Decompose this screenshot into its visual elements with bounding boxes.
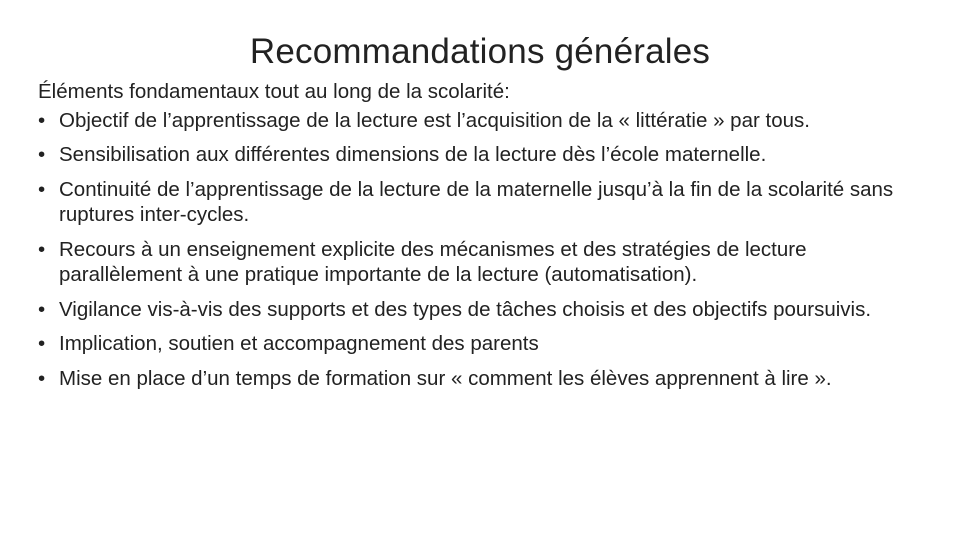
bullet-icon: •: [38, 366, 46, 390]
bullet-icon: •: [38, 143, 46, 166]
bullet-text: Implication, soutien et accompagnement des parents: [59, 332, 539, 355]
list-item: [38, 331, 928, 357]
slide-title: Recommandations générales: [249, 32, 711, 71]
bullet-icon: •: [38, 297, 46, 321]
bullet-icon: •: [38, 332, 46, 355]
list-item: [38, 108, 928, 134]
bullet-icon: •: [38, 237, 46, 261]
bullet-icon: •: [38, 108, 46, 132]
bullet-list: [38, 108, 928, 392]
intro-text: Éléments fondamentaux tout au long de la scolarité:: [38, 80, 510, 103]
list-item: [38, 177, 928, 228]
slide-body: [38, 79, 928, 400]
list-item: [38, 142, 928, 168]
bullet-text: Recours à un enseignement explicite des mécanismes et des stratégies de lecture parallèlement à une pratique importante de la lecture (automatisation).: [59, 237, 807, 286]
bullet-text: Vigilance vis-à-vis des supports et des types de tâches choisis et des objectifs poursuivis.: [59, 297, 872, 321]
bullet-text: Mise en place d’un temps de formation sur « comment les élèves apprennent à lire ».: [59, 366, 832, 390]
bullet-text: Sensibilisation aux différentes dimensions de la lecture dès l’école maternelle.: [59, 143, 767, 166]
list-item: [38, 297, 928, 323]
bullet-text: Objectif de l’apprentissage de la lecture est l’acquisition de la « littératie » par tous.: [59, 108, 810, 132]
bullet-text: Continuité de l’apprentissage de la lecture de la maternelle jusqu’à la fin de la scolarité sans ruptures inter-cycles.: [59, 177, 894, 226]
list-item: [38, 237, 928, 288]
bullet-icon: •: [38, 177, 46, 201]
list-item: [38, 366, 928, 392]
